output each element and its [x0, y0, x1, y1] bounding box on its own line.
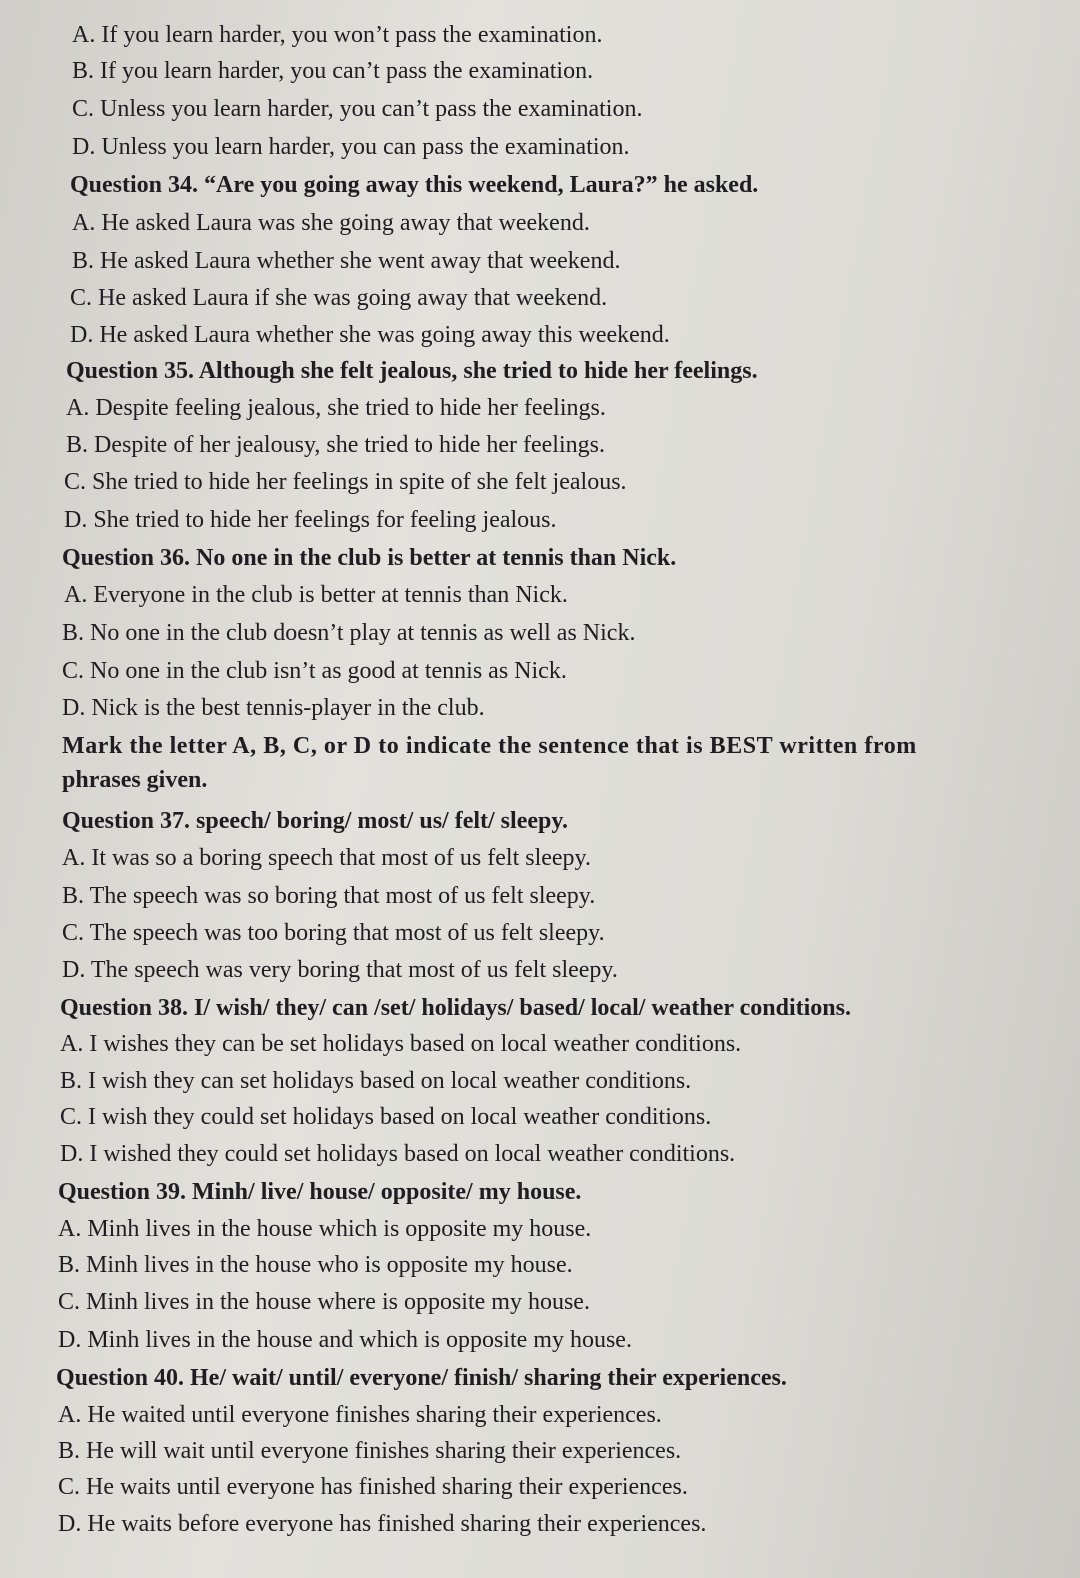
q37-option-a: A. It was so a boring speech that most of us felt sleepy.: [62, 845, 591, 871]
q34-option-b: B. He asked Laura whether she went away that weekend.: [72, 248, 621, 274]
q36-option-a: A. Everyone in the club is better at tennis than Nick.: [64, 582, 568, 608]
q34-option-c: C. He asked Laura if she was going away that weekend.: [70, 285, 608, 311]
q33-option-a: A. If you learn harder, you won’t pass the examination.: [72, 22, 603, 48]
q33-option-b: B. If you learn harder, you can’t pass the examination.: [72, 58, 594, 84]
q38-option-c: C. I wish they could set holidays based on local weather conditions.: [60, 1104, 712, 1130]
q35-option-b: B. Despite of her jealousy, she tried to hide her feelings.: [66, 432, 605, 458]
q37-option-c: C. The speech was too boring that most of us felt sleepy.: [62, 920, 605, 946]
q37-option-b: B. The speech was so boring that most of us felt sleepy.: [62, 883, 596, 909]
question-35-title: Question 35. Although she felt jealous, she tried to hide her feelings.: [66, 358, 758, 384]
question-36-title: Question 36. No one in the club is better at tennis than Nick.: [62, 545, 677, 571]
q38-option-a: A. I wishes they can be set holidays based on local weather conditions.: [60, 1031, 742, 1057]
q35-option-c: C. She tried to hide her feelings in spite of she felt jealous.: [64, 469, 627, 495]
q40-option-d: D. He waits before everyone has finished sharing their experiences.: [58, 1511, 707, 1537]
instruction-line-1: Mark the letter A, B, C, or D to indicate the sentence that is BEST written from: [62, 733, 917, 759]
question-39-title: Question 39. Minh/ live/ house/ opposite/ my house.: [58, 1179, 582, 1205]
q33-option-c: C. Unless you learn harder, you can’t pass the examination.: [72, 96, 643, 122]
q33-option-d: D. Unless you learn harder, you can pass the examination.: [72, 134, 630, 160]
q37-option-d: D. The speech was very boring that most of us felt sleepy.: [62, 957, 618, 983]
instruction-line-2: phrases given.: [62, 767, 208, 793]
q39-option-d: D. Minh lives in the house and which is opposite my house.: [58, 1327, 632, 1353]
q40-option-c: C. He waits until everyone has finished sharing their experiences.: [58, 1474, 688, 1500]
q35-option-a: A. Despite feeling jealous, she tried to hide her feelings.: [66, 395, 606, 421]
q34-option-d: D. He asked Laura whether she was going away this weekend.: [70, 322, 670, 348]
q39-option-a: A. Minh lives in the house which is opposite my house.: [58, 1216, 592, 1242]
q36-option-d: D. Nick is the best tennis-player in the club.: [62, 695, 485, 721]
q40-option-a: A. He waited until everyone finishes sharing their experiences.: [58, 1402, 662, 1428]
question-40-title: Question 40. He/ wait/ until/ everyone/ finish/ sharing their experiences.: [56, 1365, 787, 1391]
q40-option-b: B. He will wait until everyone finishes sharing their experiences.: [58, 1438, 682, 1464]
q36-option-b: B. No one in the club doesn’t play at tennis as well as Nick.: [62, 620, 636, 646]
q39-option-c: C. Minh lives in the house where is opposite my house.: [58, 1289, 590, 1315]
q38-option-b: B. I wish they can set holidays based on local weather conditions.: [60, 1068, 692, 1094]
q34-option-a: A. He asked Laura was she going away that weekend.: [72, 210, 590, 236]
q39-option-b: B. Minh lives in the house who is opposite my house.: [58, 1252, 573, 1278]
question-34-title: Question 34. “Are you going away this weekend, Laura?” he asked.: [70, 172, 759, 198]
q36-option-c: C. No one in the club isn’t as good at tennis as Nick.: [62, 658, 567, 684]
q38-option-d: D. I wished they could set holidays based on local weather conditions.: [60, 1141, 736, 1167]
question-37-title: Question 37. speech/ boring/ most/ us/ felt/ sleepy.: [62, 808, 569, 834]
q35-option-d: D. She tried to hide her feelings for feeling jealous.: [64, 507, 557, 533]
question-38-title: Question 38. I/ wish/ they/ can /set/ holidays/ based/ local/ weather conditions.: [60, 995, 851, 1021]
